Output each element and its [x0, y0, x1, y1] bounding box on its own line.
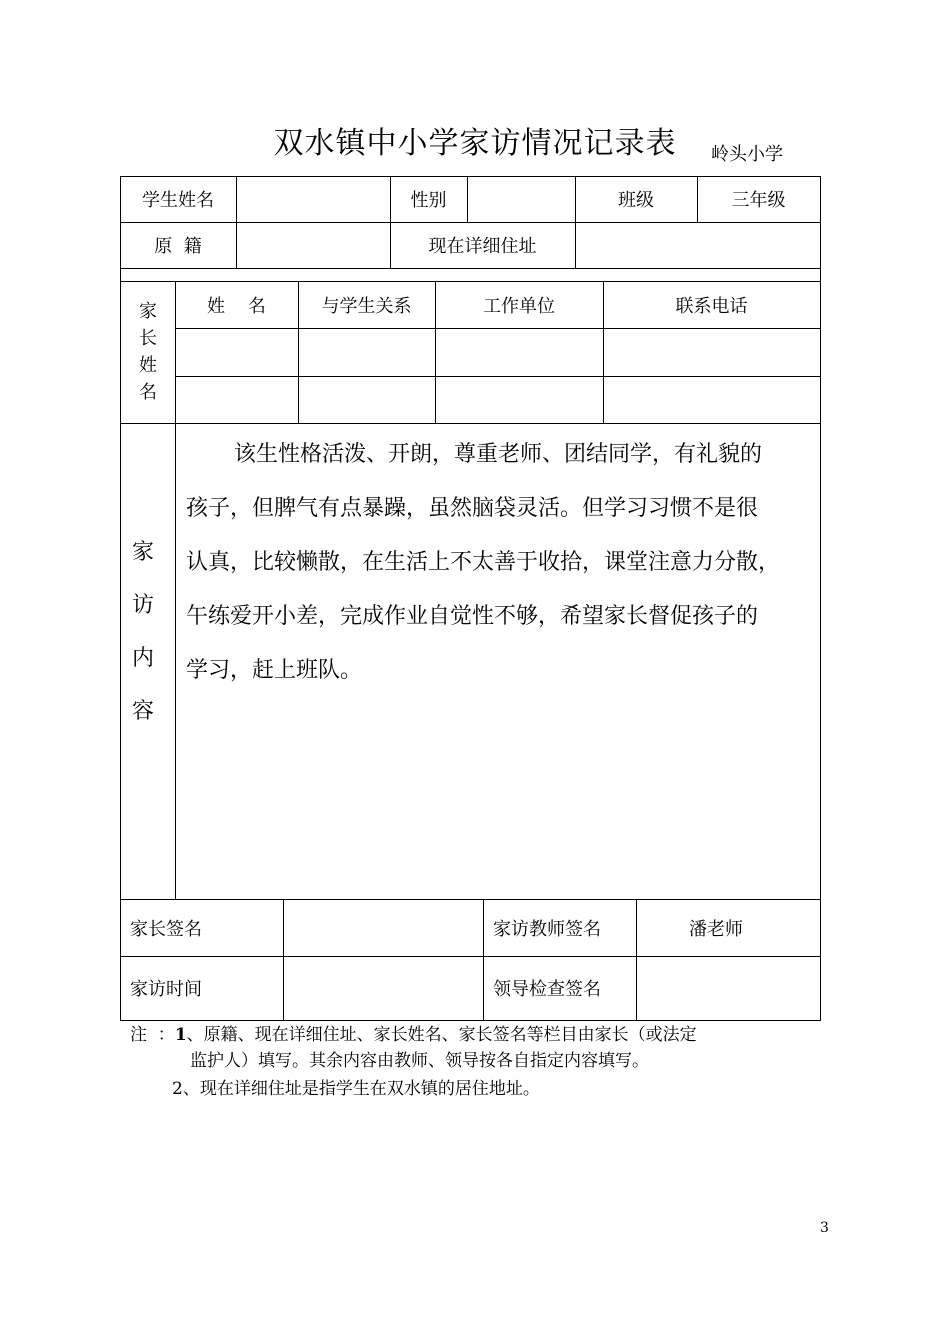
origin-label: 原 籍 — [154, 236, 202, 257]
note-item-1-continued: 监护人）填写。其余内容由教师、领导按各自指定内容填写。 — [190, 1051, 649, 1071]
origin-field[interactable] — [236, 222, 390, 268]
student-name-label: 学生姓名 — [142, 190, 214, 211]
phone-field[interactable] — [603, 328, 820, 376]
gender-label: 性别 — [410, 190, 447, 211]
relation-field[interactable] — [298, 376, 435, 423]
class-label: 班级 — [618, 190, 654, 211]
note-item-1 — [130, 1022, 820, 1048]
teacher-sign-label: 家访教师签名 — [493, 918, 601, 940]
visit-time-field[interactable] — [283, 956, 483, 1020]
table-border-left — [120, 176, 121, 1021]
visit-content-line: 孩子，但脾气有点暴躁，虽然脑袋灵活。但学习习惯不是很 — [186, 496, 759, 521]
parents-side-char: 名 — [139, 382, 157, 403]
note-item-1-number: 1 — [174, 1025, 187, 1045]
workplace-field[interactable] — [435, 328, 603, 376]
school-name: 岭头小学 — [711, 144, 783, 165]
workplace-field[interactable] — [435, 376, 603, 423]
table-border-bottom — [120, 1020, 821, 1021]
visit-content-line: 午练爱开小差，完成作业自觉性不够，希望家长督促孩子的 — [186, 604, 759, 629]
parent-name-header: 姓 名 — [207, 295, 266, 317]
address-field[interactable] — [575, 222, 820, 268]
relation-header: 与学生关系 — [321, 295, 412, 317]
visit-side-label — [128, 526, 158, 738]
relation-field[interactable] — [298, 328, 435, 376]
parent-sign-label: 家长签名 — [130, 918, 202, 940]
visit-side-char: 内 — [131, 646, 154, 671]
phone-field[interactable] — [603, 376, 820, 423]
parents-side-char: 长 — [139, 328, 157, 349]
note-prefix: 注 ： — [130, 1025, 175, 1045]
parent-name-field[interactable] — [175, 328, 298, 376]
page-number: 3 — [820, 1220, 829, 1236]
leader-sign-field[interactable] — [636, 956, 820, 1020]
visit-side-char: 访 — [131, 593, 154, 618]
visit-content[interactable] — [186, 428, 814, 698]
row-divider — [120, 423, 821, 424]
note-item-1-text: 、原籍、现在详细住址、家长姓名、家长签名等栏目由家长（或法定 — [186, 1025, 697, 1045]
class-field[interactable]: 三年级 — [731, 190, 786, 211]
table-border-right — [820, 176, 821, 1021]
document-title: 双水镇中小学家访情况记录表 — [273, 126, 677, 161]
phone-header: 联系电话 — [675, 295, 748, 317]
student-name-field[interactable] — [236, 176, 390, 222]
leader-sign-label: 领导检查签名 — [493, 979, 601, 1000]
teacher-sign-field[interactable]: 潘老师 — [689, 918, 743, 940]
parents-side-label — [128, 298, 168, 406]
parents-side-char: 姓 — [139, 355, 157, 376]
parent-sign-field[interactable] — [283, 899, 483, 956]
address-label: 现在详细住址 — [428, 236, 537, 257]
gender-field[interactable] — [467, 176, 575, 222]
visit-side-char: 容 — [131, 699, 154, 724]
row-divider — [120, 268, 821, 269]
visit-content-line: 该生性格活泼、开朗，尊重老师、团结同学，有礼貌的 — [234, 442, 763, 467]
visit-content-line: 认真，比较懒散，在生活上不太善于收拾，课堂注意力分散， — [186, 550, 781, 575]
visit-time-label: 家访时间 — [130, 979, 202, 1000]
parents-side-char: 家 — [139, 301, 157, 322]
parent-name-field[interactable] — [175, 376, 298, 423]
note-item-2: 2、现在详细住址是指学生在双水镇的居住地址。 — [172, 1079, 540, 1099]
visit-side-char: 家 — [131, 540, 154, 565]
workplace-header: 工作单位 — [483, 295, 555, 317]
visit-content-line: 学习，赶上班队。 — [186, 658, 363, 683]
